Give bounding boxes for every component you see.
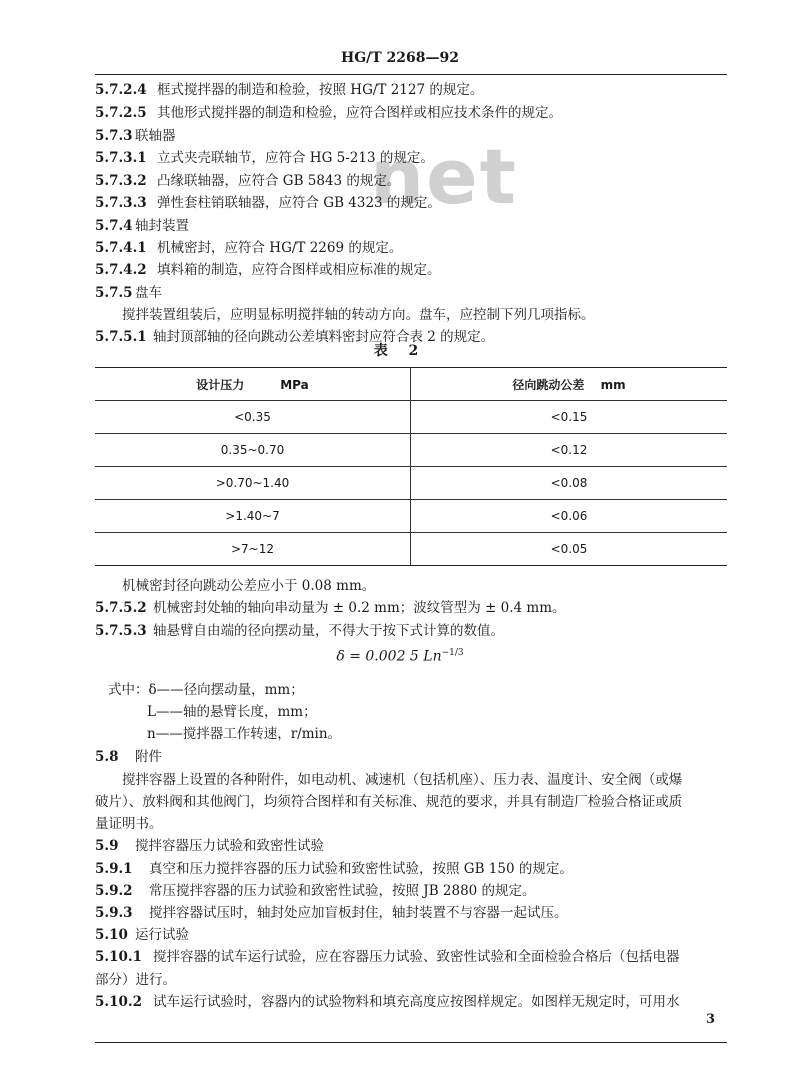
clause-line [95, 904, 568, 922]
clause-text: 附件 [135, 749, 162, 765]
clause-number: 5.10 [95, 927, 128, 943]
clause-number: 5.7.3 [95, 128, 133, 144]
clause-text: 轴封顶部轴的径向跳动公差填料密封应符合表 2 的规定。 [153, 329, 495, 345]
paragraph: 搅拌装置组装后，应明显标明搅拌轴的转动方向。盘车，应控制下列几项指标。 [122, 307, 595, 323]
paragraph: 量证明书。 [95, 816, 163, 832]
clause-line [95, 104, 562, 122]
clause-line [95, 81, 483, 99]
page-number: 3 [706, 1012, 716, 1027]
clause-number: 5.7.3.1 [95, 150, 147, 166]
table-cell: <0.35 [95, 401, 411, 434]
clause-line [95, 860, 573, 878]
clause-text: 盘车 [135, 285, 162, 301]
table-caption: 表 2 [373, 343, 427, 359]
table-cell: <0.06 [411, 500, 728, 533]
clause-number: 5.7.2.5 [95, 105, 147, 121]
clause-text: 立式夹壳联轴节，应符合 HG 5-213 的规定。 [157, 150, 434, 166]
clause-line [95, 217, 189, 235]
clause-line [95, 622, 504, 640]
clause-line [95, 261, 441, 279]
table-row [95, 401, 727, 434]
clause-number: 5.7.3.3 [95, 195, 147, 211]
tolerance-table [95, 367, 727, 566]
clause-text: 常压搅拌容器的压力试验和致密性试验，按照 JB 2880 的规定。 [149, 883, 536, 899]
clause-number: 5.7.2.4 [95, 82, 147, 98]
clause-text: 机械密封，应符合 HG/T 2269 的规定。 [157, 240, 403, 256]
clause-number: 5.8 [95, 749, 119, 765]
clause-number: 5.9 [95, 838, 119, 854]
clause-text: 框式搅拌器的制造和检验，按照 HG/T 2127 的规定。 [157, 82, 484, 98]
clause-line [95, 926, 189, 944]
table-header-row [95, 368, 727, 401]
where-line: L——轴的悬臂长度，mm； [147, 704, 317, 720]
page-header: HG/T 2268—92 [340, 50, 460, 66]
table-cell: <0.15 [411, 401, 728, 434]
clause-text: 其他形式搅拌器的制造和检验，应符合图样或相应技术条件的规定。 [157, 105, 562, 121]
clause-line [95, 948, 680, 966]
clause-text: 弹性套柱销联轴器，应符合 GB 4323 的规定。 [157, 195, 441, 211]
table-cell: >1.40~7 [95, 500, 411, 533]
formula-exponent: −1/3 [441, 648, 464, 658]
clause-line [95, 993, 680, 1011]
where-line: 式中：δ——径向摆动量，mm； [108, 682, 304, 698]
clause-text: 真空和压力搅拌容器的压力试验和致密性试验，按照 GB 150 的规定。 [149, 861, 573, 877]
clause-text: 试车运行试验时，容器内的试验物料和填充高度应按图样规定。如图样无规定时，可用水 [153, 994, 680, 1010]
table-row [95, 533, 727, 566]
table-cell: >7~12 [95, 533, 411, 566]
clause-line [95, 837, 324, 855]
clause-number: 5.7.5.3 [95, 623, 147, 639]
table-cell: <0.12 [411, 434, 728, 467]
formula [0, 648, 800, 665]
table-cell: 0.35~0.70 [95, 434, 411, 467]
clause-number: 5.7.5 [95, 285, 133, 301]
clause-line [95, 284, 162, 302]
clause-number: 5.9.3 [95, 905, 133, 921]
table-row [95, 434, 727, 467]
clause-number: 5.7.3.2 [95, 173, 147, 189]
clause-number: 5.7.4.1 [95, 240, 147, 256]
table-row [95, 500, 727, 533]
clause-text: 搅拌容器试压时，轴封处应加盲板封住，轴封装置不与容器一起试压。 [149, 905, 568, 921]
clause-number: 5.10.2 [95, 994, 142, 1010]
table-row [95, 467, 727, 500]
clause-text: 填料箱的制造，应符合图样或相应标准的规定。 [157, 262, 441, 278]
table-cell: >0.70~1.40 [95, 467, 411, 500]
clause-number: 5.7.5.1 [95, 329, 147, 345]
clause-number: 5.9.2 [95, 883, 133, 899]
clause-line [95, 599, 566, 617]
clause-number: 5.7.4.2 [95, 262, 147, 278]
clause-line [95, 127, 176, 145]
bottom-rule [95, 1042, 727, 1043]
clause-text: 搅拌容器的试车运行试验，应在容器压力试验、致密性试验和全面检验合格后（包括电器 [153, 949, 680, 965]
formula-main: δ = 0.002 5 Ln [336, 648, 442, 665]
paragraph: 机械密封径向跳动公差应小于 0.08 mm。 [122, 578, 376, 594]
clause-number: 5.10.1 [95, 949, 142, 965]
column-header: 设计压力 MPa [95, 368, 411, 401]
clause-line [95, 149, 434, 167]
clause-line [95, 748, 162, 766]
clause-line [95, 239, 402, 257]
clause-number: 5.7.5.2 [95, 600, 147, 616]
clause-text: 运行试验 [135, 927, 189, 943]
clause-number: 5.9.1 [95, 861, 133, 877]
clause-text: 联轴器 [135, 128, 176, 144]
paragraph: 部分）进行。 [95, 972, 176, 988]
clause-text: 轴封装置 [135, 218, 189, 234]
clause-text: 搅拌容器压力试验和致密性试验 [135, 838, 324, 854]
where-line: n——搅拌器工作转速，r/min。 [147, 726, 342, 742]
table-cell: <0.08 [411, 467, 728, 500]
clause-text: 轴悬臂自由端的径向摆动量，不得大于按下式计算的数值。 [153, 623, 504, 639]
clause-line [95, 194, 441, 212]
column-header: 径向跳动公差 mm [411, 368, 728, 401]
clause-line [95, 172, 400, 190]
clause-text: 机械密封处轴的轴向串动量为 ± 0.2 mm；波纹管型为 ± 0.4 mm。 [153, 600, 566, 616]
clause-number: 5.7.4 [95, 218, 133, 234]
header-rule [95, 74, 727, 75]
table-cell: <0.05 [411, 533, 728, 566]
watermark: net [370, 132, 518, 221]
clause-text: 凸缘联轴器，应符合 GB 5843 的规定。 [157, 173, 401, 189]
paragraph: 搅拌容器上设置的各种附件，如电动机、减速机（包括机座）、压力表、温度计、安全阀（或爆 [122, 772, 683, 788]
clause-line [95, 882, 536, 900]
paragraph: 破片）、放料阀和其他阀门，均须符合图样和有关标准、规范的要求，并具有制造厂检验合格证或质 [95, 794, 683, 810]
